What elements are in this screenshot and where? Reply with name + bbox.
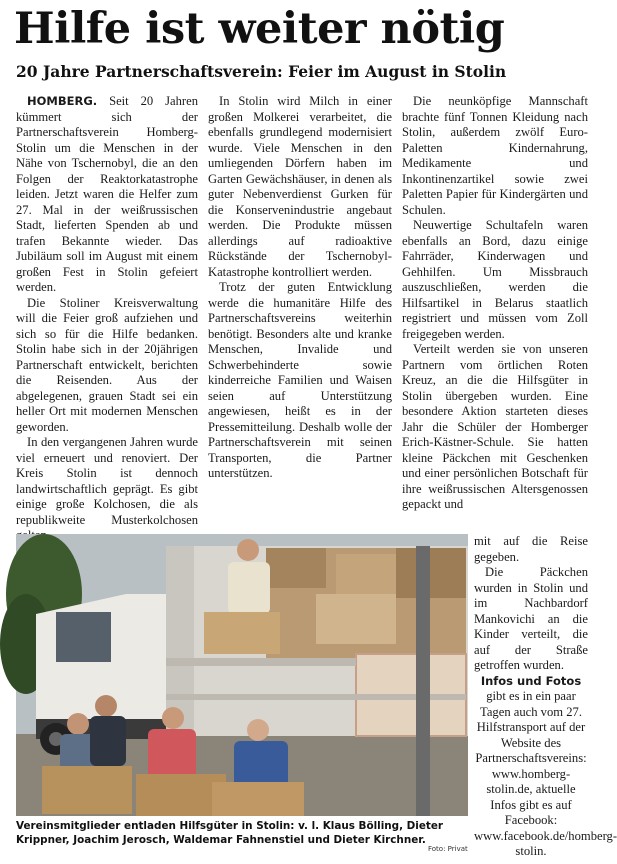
photo-credit: Foto: Privat [428, 845, 468, 853]
photo-caption: Vereinsmitglieder entladen Hilfsgüter in Stolin: v. l. Klaus Bölling, Dieter Krippner, Joachim Jerosch, Waldemar Fahnenstiel und Dieter Kirchner. [16, 820, 444, 846]
photo-illustration [16, 534, 468, 816]
paragraph-text: Seit 20 Jahren kümmert sich der Partnerschaftsverein Homberg-Stolin um die Menschen in der Nähe von Tschernobyl, die an den Folgen der Reaktorkatastrophe leiden. Jetzt waren die Helfer zum 27. Mal in der weißrussischen Stadt, lieferten Spenden ab und trafen Bekannte wieder. Das Jubiläum soll im August mit einem großen Fest in Stolin gefeiert werden. [16, 94, 198, 294]
info-box [474, 673, 617, 860]
article-column-4 [474, 534, 617, 858]
article-column-1 [16, 94, 198, 534]
paragraph: Die neunköpfige Mannschaft brachte fünf Tonnen Kleidung nach Stolin, außerdem zwölf Euro-Paletten Kindernahrung, Medikamente und Inkontinenzartikel sowie zwei Paletten Papier für Kindergärten und Schulen. [402, 94, 588, 217]
paragraph: mit auf die Reise gegeben. [474, 534, 588, 564]
dateline: HOMBERG. [27, 94, 98, 108]
paragraph: Trotz der guten Entwicklung werde die humanitäre Hilfe des Partnerschaftsvereins weiterhin benötigt. Besonders alte und kranke Menschen, Invalide und Schwerbehinderte sowie kinderreiche Familien und Waisen seien auf Unterstützung angewiesen, heißt es in der Pressemitteilung. Deshalb wolle der Partnerschaftsverein mit seinen Transporten, die Partner unterstützen. [208, 280, 392, 480]
info-text: gibt es in ein paar Tagen auch vom 27. Hilfstransport auf der Website des Partnerschaftsvereins: www.homberg-stolin.de, aktuelle Infos gibt es auf Facebook: www.facebook.de/homberg-stolin. [474, 689, 617, 858]
article-photo [16, 534, 468, 816]
paragraph [16, 94, 198, 296]
info-title: Infos und Fotos [480, 673, 582, 688]
paragraph: In Stolin wird Milch in einer großen Molkerei verarbeitet, die ebenfalls grundlegend modernisiert wurde. Viele Menschen in den umliegenden Dörfern haben im Garten Gewächshäuser, in denen als guter Nebenverdienst Gurken für die Konservenindustrie angebaut werden. Die Produkte müssen allerdings auf radioaktive Rückstände der Tschernobyl-Katastrophe kontrolliert werden. [208, 94, 392, 279]
subheadline: 20 Jahre Partnerschaftsverein: Feier im August in Stolin [16, 62, 507, 81]
article-column-2 [208, 94, 392, 534]
paragraph: Verteilt werden sie von unseren Partnern vom örtlichen Roten Kreuz, an die die Hilfsgüter in Stolin übergeben wurden. Eine besondere Aktion starteten dieses Jahr die Schüler der Homberger Erich-Kästner-Schule. Sie hatten kleine Päckchen mit Geschenken und einer persönlichen Botschaft für ihre weißrussischen Altersgenossen gepackt und [402, 342, 588, 511]
paragraph: Neuwertige Schultafeln waren ebenfalls an Bord, dazu einige Fahrräder, Kinderwagen und Gehhilfen. Um Missbrauch auszuschließen, werden die Hilfsartikel in Belarus staatlich registriert und müssen vom Zoll freigegeben werden. [402, 218, 588, 341]
paragraph: In den vergangenen Jahren wurde viel erneuert und renoviert. Der Kreis Stolin ist dennoch landwirtschaftlich geprägt. Es gibt einige große Kolchosen, die als republikweite Musterkolchosen [16, 435, 198, 527]
headline: Hilfe ist weiter nötig [14, 4, 505, 54]
paragraph: Die Stoliner Kreisverwaltung will die Feier groß aufziehen und sich so für die Hilfe bedanken. Stolin habe sich in der 20jährigen Partnerschaft entwickelt, berichten die Reisenden. Aus der abgelegenen, grauen Stadt sei ein heller Ort mit modernen Menschen geworden. [16, 295, 198, 434]
article-column-3 [402, 94, 588, 534]
paragraph: Die Päckchen wurden in Stolin und im Nachbardorf Mankovichi an die Kinder verteilt, die auf der Straße getroffen wurden. [474, 565, 588, 672]
